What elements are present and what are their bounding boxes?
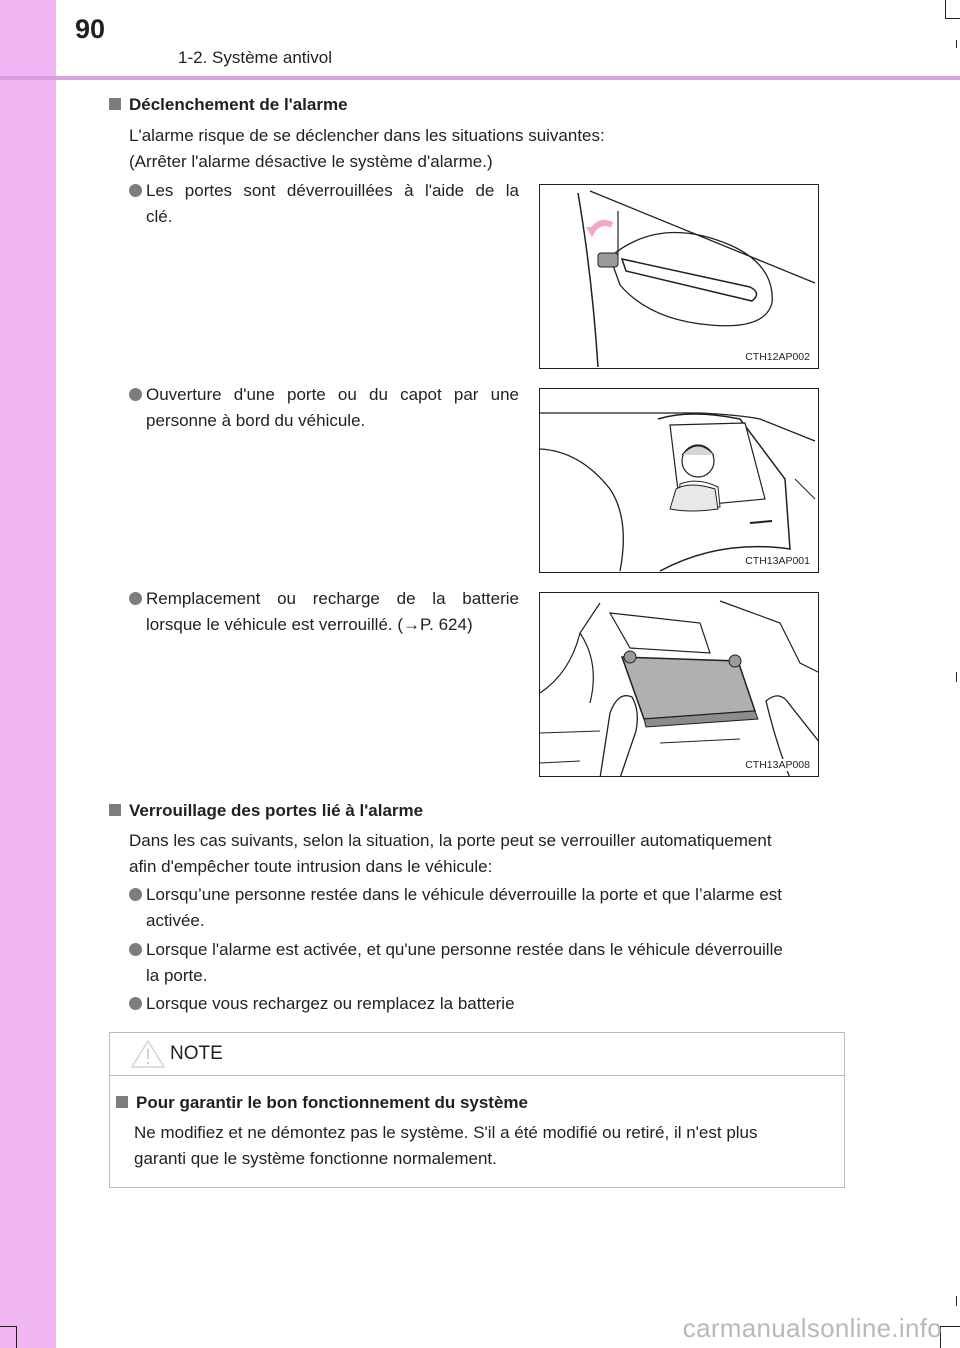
header-rule [0, 76, 960, 80]
list-item: Les portes sont déverrouillées à l'aide de la clé. [146, 178, 519, 230]
figure-battery [539, 592, 819, 777]
list-item: Lorsque l'alarme est activée, et qu'une personne restée dans le véhicule déverrouille la porte. [146, 937, 846, 989]
note-text: Ne modifiez et ne démontez pas le système. S'il a été modifié ou retiré, il n'est plus garanti que le système fonctionne normalement. [134, 1123, 758, 1168]
warning-triangle-icon [130, 1039, 166, 1069]
crop-mark [16, 1326, 17, 1348]
watermark: carmanualsonline.info [682, 1313, 942, 1343]
list-item: Remplacement ou recharge de la batterie lorsque le véhicule est verrouillé. (→P. 624) [146, 586, 519, 638]
list-item: Ouverture d'une porte ou du capot par une personne à bord du véhicule. [146, 382, 519, 434]
crop-mark [945, 0, 946, 18]
bullet-dot-icon [129, 997, 142, 1010]
crop-mark [956, 40, 957, 48]
figure-door-key [539, 184, 819, 369]
section-title-alarm-trigger: Déclenchement de l'alarme [109, 95, 348, 115]
note-box [109, 1032, 845, 1188]
figure-code: CTH13AP008 [745, 759, 810, 771]
list-item: Lorsque vous rechargez ou remplacez la batterie [146, 991, 846, 1017]
page-number: 90 [75, 14, 106, 44]
section1-intro: L'alarme risque de se déclencher dans les situations suivantes: (Arrêter l'alarme désactive le système d'alarme.) [129, 126, 605, 171]
bullet-dot-icon [129, 888, 142, 901]
crop-mark [945, 18, 960, 19]
bullet-dot-icon [129, 943, 142, 956]
note-title: Pour garantir le bon fonctionnement du système [116, 1093, 528, 1113]
square-bullet-icon [109, 804, 121, 816]
bullet-dot-icon [129, 388, 142, 401]
bullet-dot-icon [129, 592, 142, 605]
crop-mark [956, 1296, 957, 1306]
section2-intro: Dans les cas suivants, selon la situation, la porte peut se verrouiller automatiquement afin d'empêcher toute intrusion dans le véhicule: [129, 831, 772, 876]
list-item: Lorsqu’une personne restée dans le véhicule déverrouille la porte et que l’alarme est activée. [146, 882, 846, 934]
crop-mark [956, 672, 957, 682]
bullet-dot-icon [129, 184, 142, 197]
chapter-title: 1-2. Système antivol [178, 48, 333, 67]
crop-mark [940, 1326, 960, 1327]
section-title-door-lock: Verrouillage des portes lié à l'alarme [109, 801, 423, 821]
figure-person-in-car [539, 388, 819, 573]
square-bullet-icon [116, 1096, 128, 1108]
figure-code: CTH13AP001 [745, 555, 810, 567]
figure-code: CTH12AP002 [745, 351, 810, 363]
crop-mark [0, 1326, 16, 1327]
note-label: NOTE [170, 1043, 223, 1064]
note-header [110, 1033, 844, 1076]
side-color-band [0, 0, 56, 1348]
square-bullet-icon [109, 98, 121, 110]
